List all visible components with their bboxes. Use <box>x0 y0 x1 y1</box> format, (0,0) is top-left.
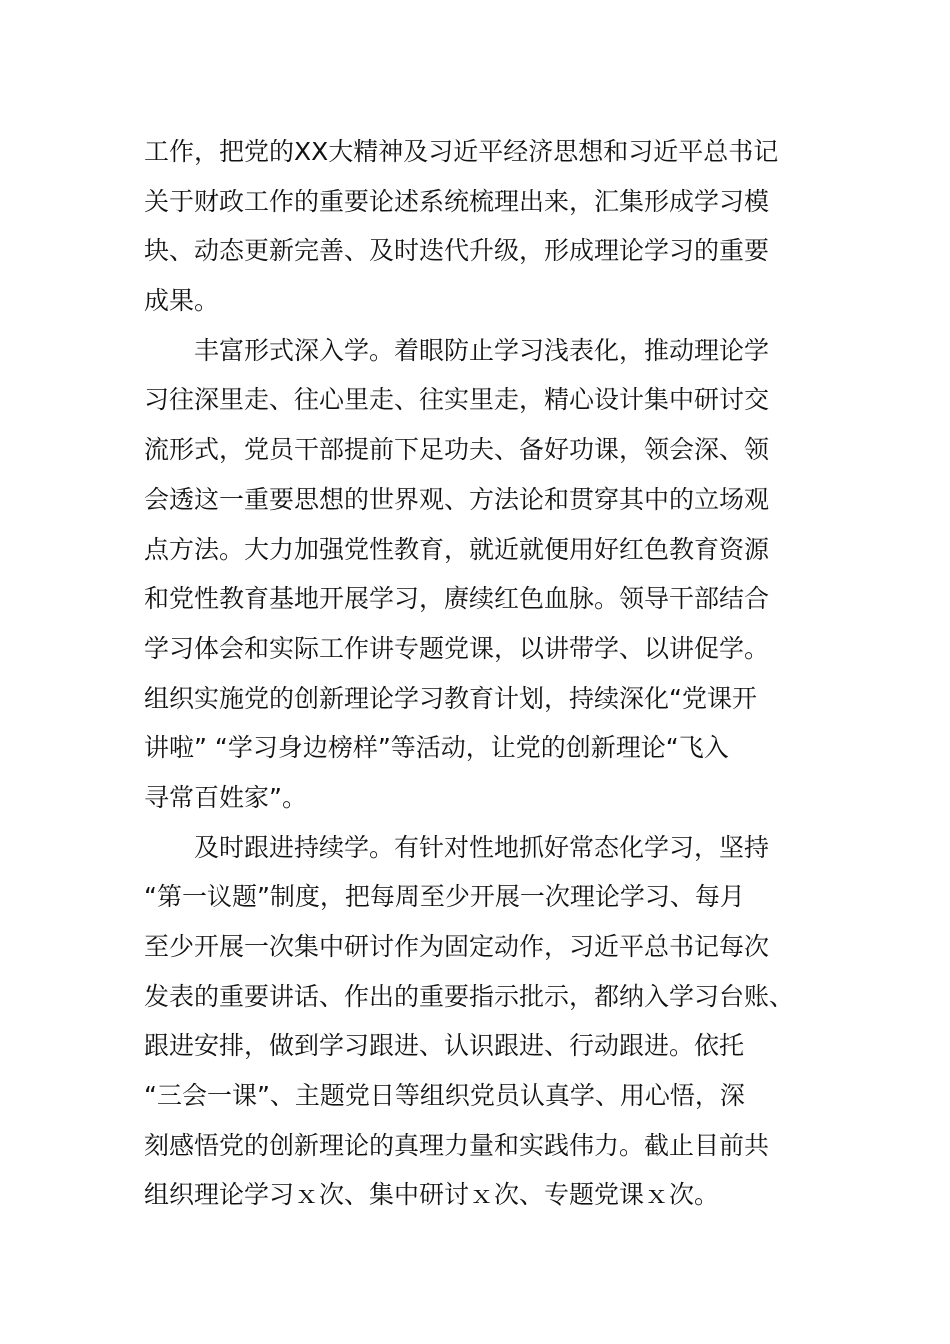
paragraph-heading-line: 丰富形式深入学。着眼防止学习浅表化，推动理论学 <box>194 335 770 365</box>
text-line: 工作，把党的XX大精神及习近平经济思想和习近平总书记 <box>144 137 779 166</box>
text-line: 寻常百姓家”。 <box>144 782 307 812</box>
text-line: 组织理论学习ｘ次、集中研讨ｘ次、专题党课ｘ次。 <box>144 1180 720 1210</box>
text-line: 成果。 <box>144 286 220 316</box>
text-line: 会透这一重要思想的世界观、方法论和贯穿其中的立场观 <box>144 484 770 514</box>
text-line: 刻感悟党的创新理论的真理力量和实践伟力。截止目前共 <box>144 1130 770 1160</box>
text-line: 发表的重要讲话、作出的重要指示批示，都纳入学习台账、 <box>144 981 795 1011</box>
text-line: “三会一课”、主题党日等组织党员认真学、用心悟，深 <box>144 1081 745 1111</box>
text-line: “第一议题”制度，把每周至少开展一次理论学习、每月 <box>144 882 745 912</box>
text-line: 习往深里走、往心里走、往实里走，精心设计集中研讨交 <box>144 385 770 415</box>
text-line: 讲啦” “学习身边榜样”等活动，让党的创新理论“飞入 <box>144 733 729 763</box>
text-line: 至少开展一次集中研讨作为固定动作，习近平总书记每次 <box>144 932 770 961</box>
text-line: 组织实施党的创新理论学习教育计划，持续深化“党课开 <box>144 683 757 713</box>
text-line: 学习体会和实际工作讲专题党课，以讲带学、以讲促学。 <box>144 633 770 663</box>
text-line: 关于财政工作的重要论述系统梳理出来，汇集形成学习模 <box>144 186 770 216</box>
text-line: 点方法。大力加强党性教育，就近就便用好红色教育资源 <box>144 534 770 564</box>
text-line: 和党性教育基地开展学习，赓续红色血脉。领导干部结合 <box>144 584 770 614</box>
text-line: 流形式，党员干部提前下足功夫、备好功课，领会深、领 <box>144 435 770 465</box>
body-text <box>144 127 804 1220</box>
text-line: 块、动态更新完善、及时迭代升级，形成理论学习的重要 <box>144 236 770 266</box>
paragraph-heading-line: 及时跟进持续学。有针对性地抓好常态化学习，坚持 <box>194 832 770 862</box>
text-line: 跟进安排，做到学习跟进、认识跟进、行动跟进。依托 <box>144 1031 745 1061</box>
